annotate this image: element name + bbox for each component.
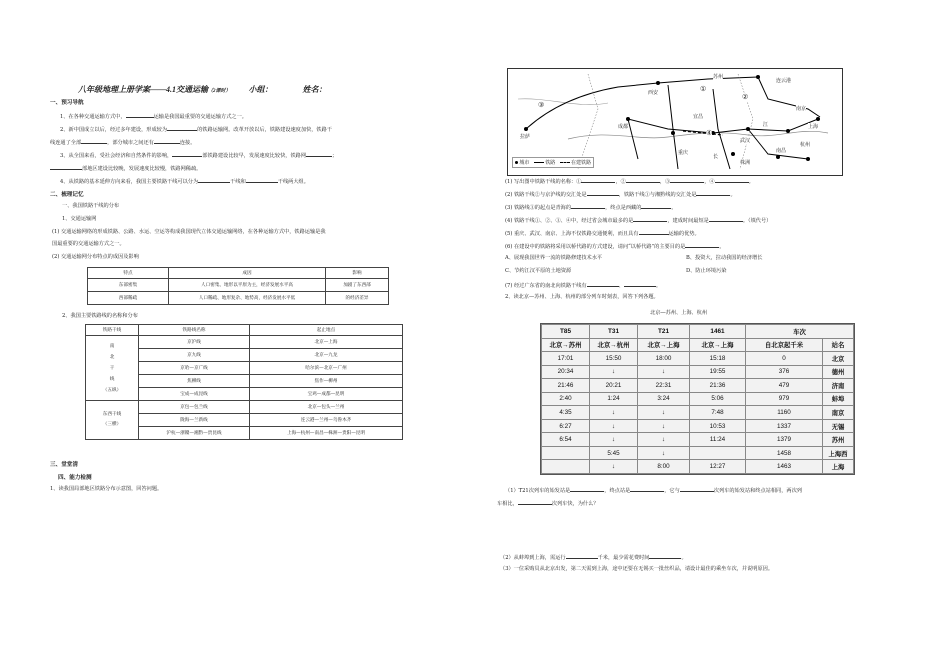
column-header: 车次 xyxy=(746,325,854,339)
answer-blank[interactable] xyxy=(154,138,180,144)
railway-table xyxy=(85,324,403,440)
map-number-4: ④ xyxy=(706,130,713,137)
map-label-river-2: 长 xyxy=(713,154,719,160)
table-cell: 焦柳线 xyxy=(139,375,250,388)
answer-blank[interactable] xyxy=(246,177,278,183)
map-question-4: (4) 铁路干线①、②、③、④中，经过省会城市最多的是 ，建成时间最短是 。（填代号） xyxy=(505,218,772,224)
table-cell: 北京—九龙 xyxy=(250,349,403,362)
train-number: T31 xyxy=(590,325,638,339)
section-heading-review: 二、梳理记忆 xyxy=(50,192,84,198)
departure-time: 22:31 xyxy=(638,379,690,393)
departure-time xyxy=(690,446,746,460)
paragraph: (1) 交通运输网络的形成铁路、公路、水运、空运等构成我国现代立体交通运输网络，在各种运输方式中，铁路运输是我 xyxy=(52,229,326,235)
station-name: 北京 xyxy=(823,352,854,366)
table-cell: 上海—杭州—南昌—株洲—贵阳—昆明 xyxy=(250,427,403,440)
answer-blank[interactable] xyxy=(306,151,332,157)
timetable-title: 北京—苏州、上海、杭州 xyxy=(650,310,708,316)
departure-time: ↓ xyxy=(638,446,690,460)
table-cell: 宝鸡—成都—昆明 xyxy=(250,388,403,401)
section-heading-preview: 一、预习导航 xyxy=(50,100,84,106)
answer-blank[interactable] xyxy=(81,138,107,144)
question-4: 4、从铁路的基本延伸方向来看，我国主要铁路干线可以分为 干线和 干线两大组。 xyxy=(60,179,309,185)
test-question-2: 2、读北京—苏州、上海、杭州的部分列车时刻表，回答下列各题。 xyxy=(505,294,659,300)
departure-time: 18:00 xyxy=(638,352,690,366)
distance-km: 979 xyxy=(746,392,823,406)
table-row xyxy=(542,352,854,366)
table-row xyxy=(542,460,854,474)
table-cell: 西部稀疏 xyxy=(88,292,169,305)
table-header: 成因 xyxy=(169,268,326,279)
answer-blank[interactable] xyxy=(626,177,660,183)
map-label-lianyungang: 连云港 xyxy=(776,78,792,84)
station-name: 济南 xyxy=(823,379,854,393)
map-label-yichang: 宜昌 xyxy=(693,114,704,120)
subheading: 2、我国主要铁路线的名称和分布 xyxy=(62,313,138,319)
train-number: T85 xyxy=(542,325,590,339)
station-name: 上海 xyxy=(823,460,854,474)
departure-time: 2:40 xyxy=(542,392,590,406)
answer-blank[interactable] xyxy=(624,281,656,287)
table-cell: 沪杭—浙赣—湘黔—贵昆线 xyxy=(139,427,250,440)
map-label-river: 江 xyxy=(763,122,769,128)
answer-blank[interactable] xyxy=(680,486,714,492)
map-number-1: ① xyxy=(700,86,707,93)
answer-blank[interactable] xyxy=(570,486,604,492)
answer-blank[interactable] xyxy=(587,281,619,287)
map-question-1: (1) 写出图中铁路干线的名称：① ，② ，③ ，④ 。 xyxy=(505,179,754,185)
subheading: 1、交通运输网 xyxy=(62,216,97,222)
station-name: 上海西 xyxy=(823,446,854,460)
option-d: D、防止环境污染 xyxy=(686,268,727,274)
route-label: 北京→杭州 xyxy=(590,338,638,352)
table-cell: 京包—包兰线 xyxy=(139,401,250,414)
table-cell: 加剧了东西部 xyxy=(326,279,389,292)
table-cell: 京九线 xyxy=(139,349,250,362)
question-3: 3、从全国来看，受社会经济和自然条件的影响， 部铁路建设比较早，发展速度比较快，铁路网 ； xyxy=(60,153,338,159)
table-row xyxy=(542,392,854,406)
question-2: 2、新中国成立以后，经过多年建设，形成较为 的铁路运输网。改革开放以后，铁路建设速度加快，铁路干 xyxy=(60,127,332,133)
map-question-2: (2) 铁路干线②与京沪线的交汇处是 ，铁路干线①与湘黔线的交汇处是 。 xyxy=(505,192,736,198)
table-header: 铁路干线 xyxy=(86,325,139,336)
table-cell: 京哈—京广线 xyxy=(139,362,250,375)
departure-time: ↓ xyxy=(590,419,638,433)
table-cell: 北京—上海 xyxy=(250,336,403,349)
departure-time: 3:24 xyxy=(638,392,690,406)
departure-time: 10:53 xyxy=(690,419,746,433)
departure-time: 20:21 xyxy=(590,379,638,393)
departure-time: 7:48 xyxy=(690,406,746,420)
paragraph: 国最重要的交通运输方式之一。 xyxy=(52,241,125,247)
route-label: 北京→苏州 xyxy=(542,338,590,352)
table-cell: 人口密集、地形以平原为主，经济发展水平高 xyxy=(169,279,326,292)
departure-time: 15:50 xyxy=(590,352,638,366)
map-question-5: (5) 重庆、武汉、南京、上海不仅铁路交通便利，而且具有 运输的优势。 xyxy=(505,231,700,237)
departure-time: 11:24 xyxy=(690,433,746,447)
departure-time: ↓ xyxy=(590,433,638,447)
distance-km: 0 xyxy=(746,352,823,366)
departure-time: 5:45 xyxy=(590,446,638,460)
map-question-7: (7) 经过广东省的南北向铁路干线有 、 。 xyxy=(505,283,662,289)
distance-km: 1379 xyxy=(746,433,823,447)
question-1: 1、在各种交通运输方式中， 运输是我国最重要的交通运输方式之一。 xyxy=(60,114,247,120)
section-heading-test: 四、能力检测 xyxy=(58,475,92,481)
table-cell: 北京—包头—兰州 xyxy=(250,401,403,414)
map-label-shanghai: 上海 xyxy=(808,124,819,130)
station-name: 苏州 xyxy=(823,433,854,447)
departure-time: 20:34 xyxy=(542,365,590,379)
table-header: 特点 xyxy=(88,268,169,279)
answer-blank[interactable] xyxy=(685,242,719,248)
table-cell: 哈尔滨—北京—广州 xyxy=(250,362,403,375)
answer-blank[interactable] xyxy=(696,190,730,196)
table-cell: 的经济差异 xyxy=(326,292,389,305)
question-3-cont: 部地区建设比较晚，发展速度比较慢，铁路网稀疏。 xyxy=(50,164,201,173)
section-heading-practice: 三、堂堂清 xyxy=(50,462,78,468)
map-label-chengdu: 成都 xyxy=(618,124,629,130)
page-title: 八年级地理上册学案——4.1交通运输（2课时） 小组： 姓名： xyxy=(78,85,327,94)
table-header: 铁路线名称 xyxy=(139,325,250,336)
paragraph: (2) 交通运输网分布特点的成因及影响 xyxy=(52,254,139,260)
table-cell: 东部密集 xyxy=(88,279,169,292)
group-label-east-west: 东西干线 （三横） xyxy=(86,401,139,440)
table-cell: 陇海—兰新线 xyxy=(139,414,250,427)
train-number: 1461 xyxy=(690,325,746,339)
departure-time: 1:24 xyxy=(590,392,638,406)
answer-blank[interactable] xyxy=(649,553,681,559)
map-label-chongqing: 重庆 xyxy=(678,150,689,156)
station-name: 蚌埠 xyxy=(823,392,854,406)
map-label-nanchang: 南昌 xyxy=(776,148,787,154)
table-row xyxy=(542,419,854,433)
map-question-6: (6) 在建设中的铁路将采用以桥代路的方式建设，请问“以桥代路”的主要目的是 。 xyxy=(505,244,725,250)
answer-blank[interactable] xyxy=(581,177,615,183)
answer-blank[interactable] xyxy=(167,125,197,131)
answer-blank[interactable] xyxy=(641,203,671,209)
table-cell: 宝成—成昆线 xyxy=(139,388,250,401)
map-label-nanjing: 南京 xyxy=(796,106,807,112)
answer-blank[interactable] xyxy=(172,151,202,157)
answer-blank[interactable] xyxy=(50,164,82,170)
table-header: 影响 xyxy=(326,268,389,279)
answer-blank[interactable] xyxy=(571,203,605,209)
map-number-3: ③ xyxy=(538,102,545,109)
table-row xyxy=(542,433,854,447)
map-legend: 城市 铁路 在建铁路 xyxy=(512,157,594,168)
distance-km: 1463 xyxy=(746,460,823,474)
distance-km: 1337 xyxy=(746,419,823,433)
departure-time: ↓ xyxy=(638,406,690,420)
train-number: T21 xyxy=(638,325,690,339)
table-row xyxy=(542,365,854,379)
table-row xyxy=(542,406,854,420)
departure-time: 19:55 xyxy=(690,365,746,379)
map-label-hangzhou: 杭州 xyxy=(800,142,811,148)
table-row xyxy=(542,379,854,393)
answer-blank[interactable] xyxy=(630,486,664,492)
subheading: 一、我国铁路干线的分布 xyxy=(62,203,120,209)
train-timetable xyxy=(540,323,855,475)
departure-time: ↓ xyxy=(638,365,690,379)
answer-blank[interactable] xyxy=(639,229,669,235)
column-header: 自北京起千米 xyxy=(746,338,823,352)
departure-time: 17:01 xyxy=(542,352,590,366)
departure-time xyxy=(542,446,590,460)
test-question-1: 1、读我国局部地区铁路分布示意图，回答问题。 xyxy=(50,486,163,492)
option-a: A、展现我国世界一流的铁路修建技术水平 xyxy=(505,255,603,261)
distance-km: 1458 xyxy=(746,446,823,460)
timetable-question-1-cont: 车相比， 次列车快，为什么？ xyxy=(497,501,599,507)
option-c: C、节约江汉平原的土地资源 xyxy=(505,268,572,274)
map-label-suzhou: 苏州 xyxy=(713,74,724,80)
column-header: 站名 xyxy=(823,338,854,352)
map-label-zhuzhou: 株洲 xyxy=(740,160,751,166)
departure-time: 4:35 xyxy=(542,406,590,420)
departure-time: ↓ xyxy=(590,406,638,420)
departure-time: ↓ xyxy=(638,419,690,433)
departure-time: 6:27 xyxy=(542,419,590,433)
departure-time: ↓ xyxy=(590,365,638,379)
railway-map xyxy=(507,68,843,176)
answer-blank[interactable] xyxy=(518,499,552,505)
departure-time: 5:06 xyxy=(690,392,746,406)
departure-time xyxy=(542,460,590,474)
answer-blank[interactable] xyxy=(566,553,598,559)
map-label-xian: 西安 xyxy=(648,90,659,96)
departure-time: 21:46 xyxy=(542,379,590,393)
departure-time: 8:00 xyxy=(638,460,690,474)
map-label-lhasa: 拉萨 xyxy=(520,134,531,140)
timetable-question-3: （3）一位采购员从北京出发，第二天需到上海，途中还要在无锡买一批丝织品，请设计最佳的乘坐车次，并说明原因。 xyxy=(500,566,774,572)
answer-blank[interactable] xyxy=(670,177,704,183)
answer-blank[interactable] xyxy=(587,190,619,196)
map-question-3: (3) 铁路线③的起点是青海的 ，终点是西藏的 。 xyxy=(505,205,677,211)
route-label: 北京→上海 xyxy=(690,338,746,352)
station-name: 南京 xyxy=(823,406,854,420)
departure-time: ↓ xyxy=(638,433,690,447)
departure-time: 21:36 xyxy=(690,379,746,393)
group-label-north-south: 南 北 干 线 （五纵） xyxy=(86,336,139,401)
answer-blank[interactable] xyxy=(633,216,667,222)
map-number-2: ② xyxy=(742,94,749,101)
timetable-question-2: （2）从蚌埠到上海，需运行 千米，最少需花费时间 。 xyxy=(500,555,687,561)
departure-time: ↓ xyxy=(590,460,638,474)
departure-time: 15:18 xyxy=(690,352,746,366)
station-name: 无锡 xyxy=(823,419,854,433)
option-b: B、投资大，拉动我国的经济增长 xyxy=(686,255,763,261)
table-cell: 连云港—兰州—乌鲁木齐 xyxy=(250,414,403,427)
route-label: 北京→上海 xyxy=(638,338,690,352)
table-cell: 人口稀疏、地形复杂、地势高，经济发展水平低 xyxy=(169,292,326,305)
answer-blank[interactable] xyxy=(126,112,154,118)
timetable-question-1: （1）T21次列车的始发站是 ，终点站是 ，它与 次列车的始发站和终点站相同，两次列 xyxy=(505,488,802,494)
table-header: 起止地点 xyxy=(250,325,403,336)
answer-blank[interactable] xyxy=(198,177,230,183)
answer-blank[interactable] xyxy=(709,216,743,222)
table-cell: 焦作—柳州 xyxy=(250,375,403,388)
answer-blank[interactable] xyxy=(715,177,749,183)
distance-km: 1160 xyxy=(746,406,823,420)
distance-km: 376 xyxy=(746,365,823,379)
departure-time: 6:54 xyxy=(542,433,590,447)
distance-km: 479 xyxy=(746,379,823,393)
map-label-wuhan: 武汉 xyxy=(740,138,751,144)
table-cell: 京沪线 xyxy=(139,336,250,349)
question-2-cont: 线连通了全部 ，部分城市之间还有 连接。 xyxy=(50,140,196,146)
departure-time: 12:27 xyxy=(690,460,746,474)
station-name: 德州 xyxy=(823,365,854,379)
table-row xyxy=(542,446,854,460)
features-table xyxy=(87,267,389,305)
